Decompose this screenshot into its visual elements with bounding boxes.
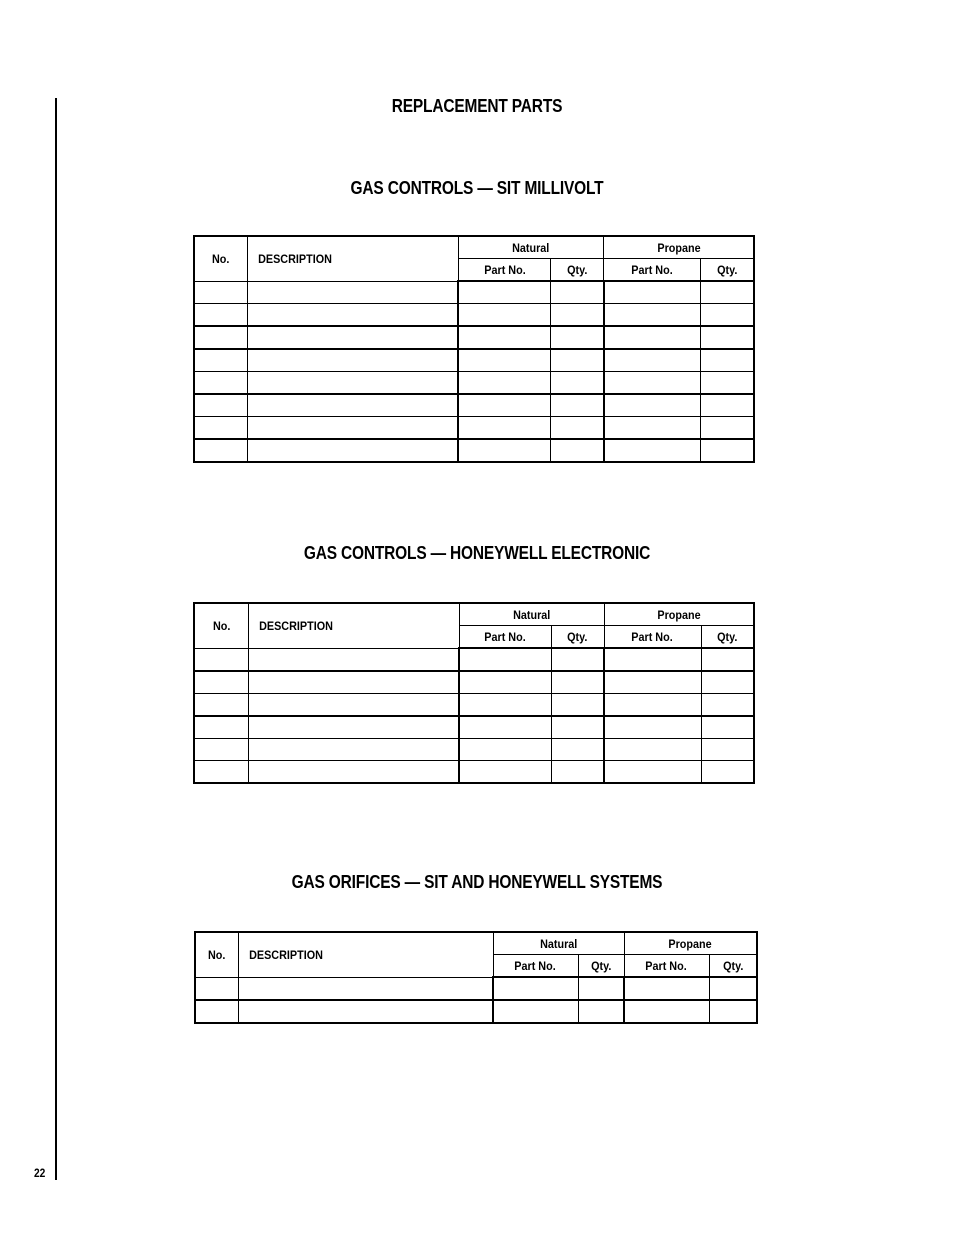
table-cell: [551, 417, 604, 440]
table-cell: [248, 694, 459, 717]
col-natural-header: Natural: [493, 932, 624, 955]
table-cell: [459, 694, 551, 717]
table-cell: [194, 739, 248, 761]
table-cell: [458, 326, 550, 349]
table-cell: [459, 716, 551, 739]
table-row: [194, 761, 754, 784]
table-cell: [604, 326, 701, 349]
table-cell: [604, 304, 701, 327]
table-cell: [604, 716, 701, 739]
table-cell: [701, 304, 754, 327]
col-natural-part-no-header: Part No.: [493, 955, 578, 978]
col-description-header: DESCRIPTION: [247, 236, 458, 281]
table-cell: [551, 372, 604, 395]
table-cell: [247, 281, 458, 304]
table-cell: [194, 281, 247, 304]
table-cell: [551, 761, 604, 784]
table-cell: [459, 739, 551, 761]
table-cell: [701, 739, 754, 761]
table-row: [194, 694, 754, 717]
table-row: [194, 671, 754, 694]
table-cell: [604, 417, 701, 440]
table-cell: [247, 417, 458, 440]
table-cell: [194, 671, 248, 694]
table-cell: [604, 281, 701, 304]
table-cell: [247, 326, 458, 349]
table-cell: [248, 716, 459, 739]
table-row: [194, 372, 754, 395]
table-cell: [551, 349, 604, 372]
table-cell: [701, 716, 754, 739]
table-cell: [493, 977, 578, 1000]
table-cell: [604, 671, 701, 694]
table-cell: [551, 281, 604, 304]
section-title-sit-millivolt: GAS CONTROLS — SIT MILLIVOLT: [350, 178, 604, 198]
table-cell: [458, 417, 550, 440]
section-title-honeywell-electronic: GAS CONTROLS — HONEYWELL ELECTRONIC: [303, 543, 651, 563]
col-no-header: No.: [194, 236, 247, 281]
col-natural-qty-header: Qty.: [551, 626, 604, 649]
table-row: [194, 394, 754, 417]
table-cell: [701, 281, 754, 304]
table-cell: [194, 439, 247, 462]
table-cell: [194, 394, 247, 417]
table-cell: [247, 439, 458, 462]
col-natural-qty-header: Qty.: [578, 955, 624, 978]
table-row: [194, 326, 754, 349]
page-title: REPLACEMENT PARTS: [391, 96, 563, 116]
col-propane-part-no-header: Part No.: [604, 626, 701, 649]
table-cell: [248, 739, 459, 761]
table-row: [194, 439, 754, 462]
table-cell: [194, 326, 247, 349]
table-cell: [238, 977, 493, 1000]
table-cell: [604, 372, 701, 395]
table-cell: [604, 694, 701, 717]
col-no-header: No.: [194, 603, 248, 648]
table-cell: [195, 1000, 238, 1023]
table-cell: [458, 394, 550, 417]
table-cell: [458, 372, 550, 395]
table-row: [194, 281, 754, 304]
col-propane-qty-header: Qty.: [709, 955, 757, 978]
table-cell: [194, 349, 247, 372]
table-cell: [551, 394, 604, 417]
table-cell: [248, 761, 459, 784]
page-number: 22: [34, 1166, 46, 1180]
table-cell: [194, 694, 248, 717]
table-cell: [701, 761, 754, 784]
table-cell: [458, 439, 550, 462]
col-description-header: DESCRIPTION: [248, 603, 459, 648]
table-cell: [701, 372, 754, 395]
table-cell: [551, 304, 604, 327]
col-propane-qty-header: Qty.: [701, 626, 754, 649]
table-cell: [551, 716, 604, 739]
table-cell: [604, 739, 701, 761]
table-cell: [238, 1000, 493, 1023]
col-natural-part-no-header: Part No.: [458, 259, 550, 282]
table-cell: [459, 648, 551, 671]
table-cell: [604, 439, 701, 462]
margin-rule: [55, 98, 57, 1180]
col-natural-part-no-header: Part No.: [459, 626, 551, 649]
table-cell: [551, 694, 604, 717]
table-cell: [493, 1000, 578, 1023]
table-cell: [604, 349, 701, 372]
table-cell: [701, 694, 754, 717]
table-row: [194, 739, 754, 761]
table-cell: [551, 439, 604, 462]
table-cell: [709, 977, 757, 1000]
table-row: [194, 716, 754, 739]
parts-table-honeywell-electronic: [193, 602, 755, 784]
table-cell: [578, 1000, 624, 1023]
table-cell: [624, 977, 709, 1000]
table-cell: [551, 671, 604, 694]
table-row: [194, 417, 754, 440]
table-cell: [701, 671, 754, 694]
table-cell: [458, 304, 550, 327]
table-cell: [247, 372, 458, 395]
table-cell: [701, 417, 754, 440]
col-propane-part-no-header: Part No.: [604, 259, 701, 282]
section-title-gas-orifices: GAS ORIFICES — SIT AND HONEYWELL SYSTEMS: [291, 872, 663, 892]
col-no-header: No.: [195, 932, 238, 977]
table-cell: [604, 394, 701, 417]
table-cell: [701, 326, 754, 349]
table-cell: [624, 1000, 709, 1023]
table-row: [195, 977, 757, 1000]
col-natural-qty-header: Qty.: [551, 259, 604, 282]
table-cell: [701, 439, 754, 462]
col-propane-part-no-header: Part No.: [624, 955, 709, 978]
table-cell: [459, 761, 551, 784]
table-cell: [709, 1000, 757, 1023]
table-cell: [247, 304, 458, 327]
table-cell: [194, 761, 248, 784]
table-cell: [247, 394, 458, 417]
table-cell: [194, 304, 247, 327]
table-cell: [458, 281, 550, 304]
table-cell: [194, 372, 247, 395]
table-row: [194, 304, 754, 327]
table-cell: [604, 761, 701, 784]
table-cell: [248, 671, 459, 694]
table-cell: [551, 326, 604, 349]
table-cell: [604, 648, 701, 671]
table-cell: [551, 648, 604, 671]
table-cell: [459, 671, 551, 694]
table-cell: [194, 716, 248, 739]
table-cell: [195, 977, 238, 1000]
col-propane-header: Propane: [624, 932, 757, 955]
parts-table-sit-millivolt: [193, 235, 755, 463]
table-cell: [578, 977, 624, 1000]
parts-table-gas-orifices: [194, 931, 758, 1024]
table-cell: [701, 349, 754, 372]
table-cell: [701, 648, 754, 671]
table-cell: [458, 349, 550, 372]
table-cell: [248, 648, 459, 671]
table-cell: [247, 349, 458, 372]
col-description-header: DESCRIPTION: [238, 932, 493, 977]
table-cell: [701, 394, 754, 417]
col-propane-header: Propane: [604, 603, 754, 626]
col-natural-header: Natural: [458, 236, 603, 259]
col-natural-header: Natural: [459, 603, 604, 626]
table-row: [194, 349, 754, 372]
table-row: [195, 1000, 757, 1023]
table-cell: [194, 417, 247, 440]
col-propane-header: Propane: [604, 236, 754, 259]
table-cell: [551, 739, 604, 761]
table-row: [194, 648, 754, 671]
col-propane-qty-header: Qty.: [701, 259, 754, 282]
table-cell: [194, 648, 248, 671]
